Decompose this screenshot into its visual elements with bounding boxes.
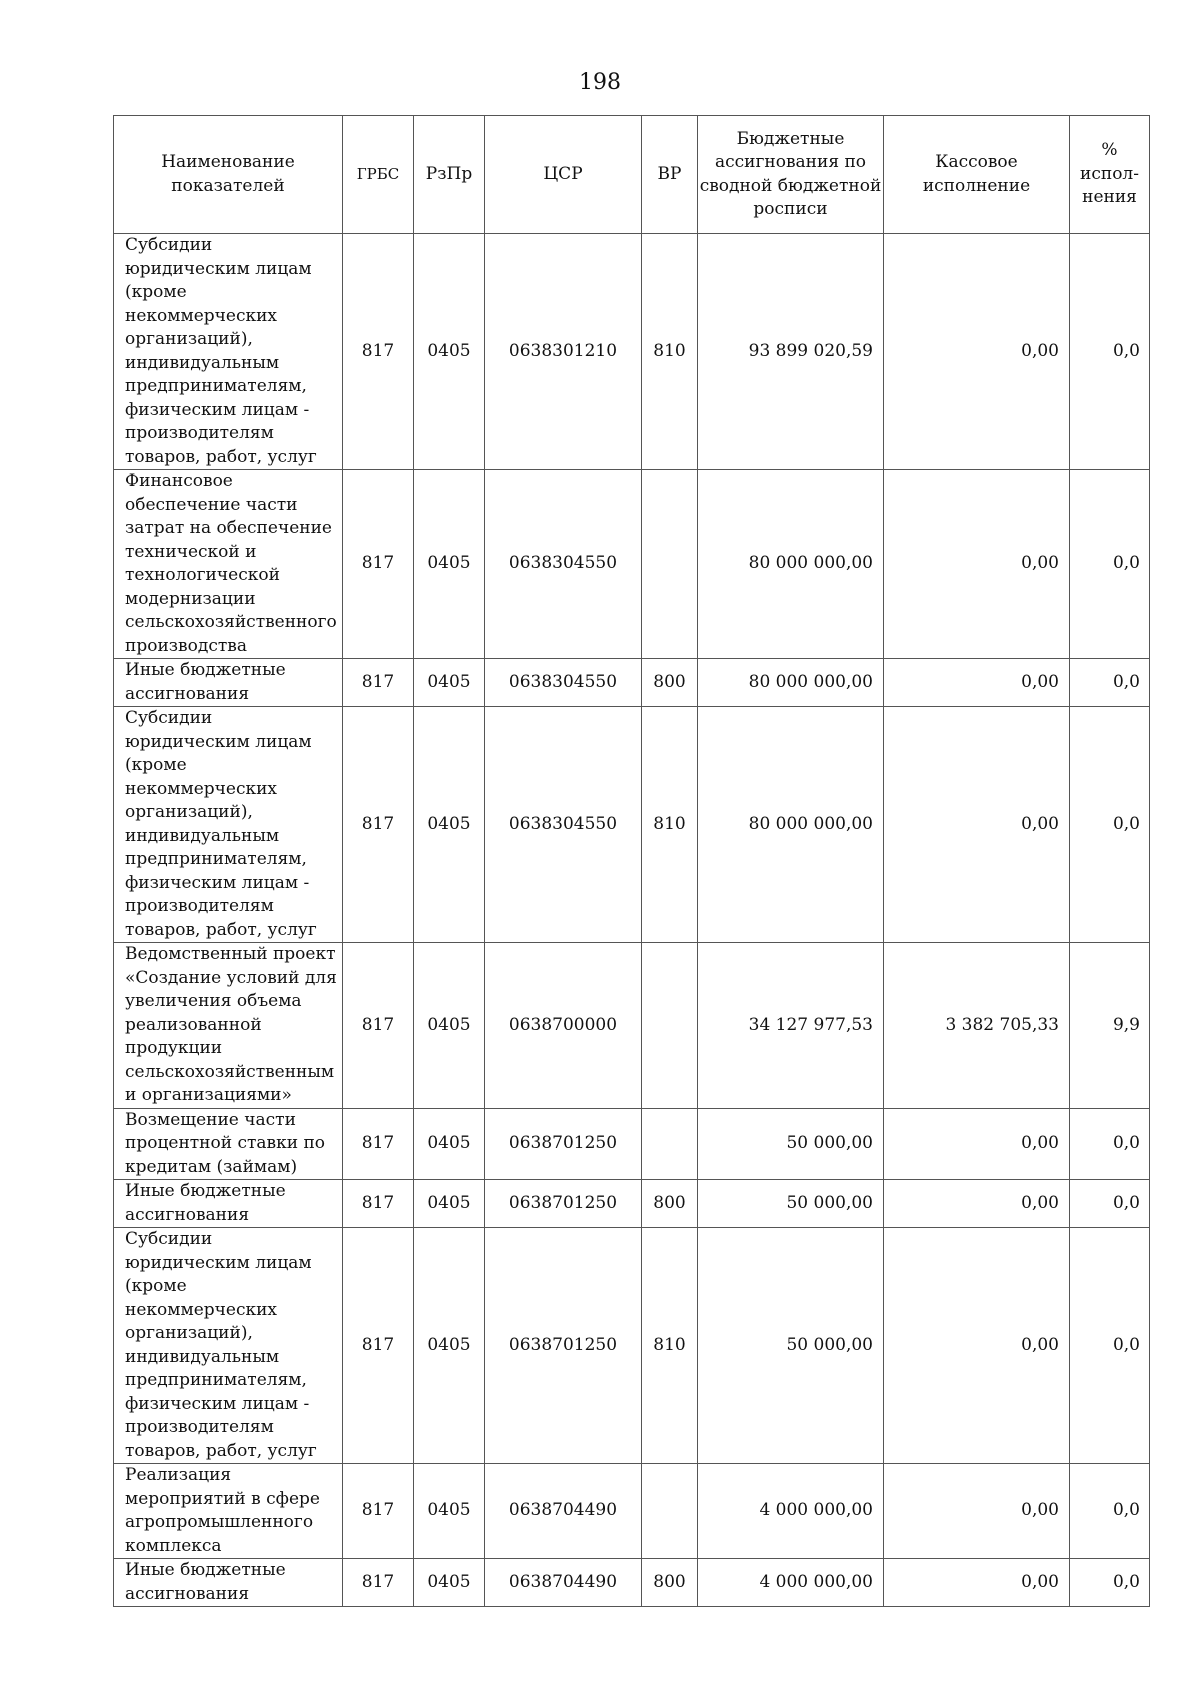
table-row [114, 1228, 1150, 1464]
row-budget: 34 127 977,53 [698, 943, 884, 1109]
table-row [114, 470, 1150, 659]
row-grbs: 817 [343, 659, 414, 707]
row-vr [642, 1108, 698, 1180]
row-budget: 4 000 000,00 [698, 1464, 884, 1559]
table-row [114, 1108, 1150, 1180]
row-vr: 810 [642, 234, 698, 470]
row-budget: 50 000,00 [698, 1228, 884, 1464]
header-rzpr: РзПр [414, 116, 485, 234]
row-rzpr: 0405 [414, 659, 485, 707]
header-name: Наименование показателей [114, 116, 343, 234]
row-vr [642, 470, 698, 659]
table-row [114, 659, 1150, 707]
row-vr: 800 [642, 1559, 698, 1607]
row-rzpr: 0405 [414, 1108, 485, 1180]
row-name: Субсидии юридическим лицам (кроме некоммерческих организаций), индивидуальным предпринимателям, физическим лицам - производителям товаров, работ, услуг [114, 234, 343, 470]
row-grbs: 817 [343, 1228, 414, 1464]
row-percent: 0,0 [1070, 659, 1150, 707]
row-percent: 0,0 [1070, 470, 1150, 659]
table-row [114, 1464, 1150, 1559]
row-budget: 50 000,00 [698, 1180, 884, 1228]
row-grbs: 817 [343, 943, 414, 1109]
row-grbs: 817 [343, 1559, 414, 1607]
row-percent: 0,0 [1070, 1180, 1150, 1228]
row-vr: 810 [642, 707, 698, 943]
row-cash: 0,00 [884, 659, 1070, 707]
table-row [114, 943, 1150, 1109]
row-percent: 0,0 [1070, 1464, 1150, 1559]
row-percent: 0,0 [1070, 1108, 1150, 1180]
row-rzpr: 0405 [414, 1228, 485, 1464]
row-csr: 0638700000 [485, 943, 642, 1109]
header-cash-execution: Кассовое исполнение [884, 116, 1070, 234]
row-vr: 810 [642, 1228, 698, 1464]
row-percent: 0,0 [1070, 707, 1150, 943]
row-csr: 0638701250 [485, 1228, 642, 1464]
row-cash: 0,00 [884, 1180, 1070, 1228]
header-csr: ЦСР [485, 116, 642, 234]
table-row [114, 234, 1150, 470]
row-grbs: 817 [343, 1180, 414, 1228]
row-percent: 0,0 [1070, 1559, 1150, 1607]
page-number: 198 [579, 70, 621, 95]
row-csr: 0638304550 [485, 707, 642, 943]
row-csr: 0638304550 [485, 659, 642, 707]
row-budget: 80 000 000,00 [698, 659, 884, 707]
row-vr [642, 943, 698, 1109]
row-cash: 0,00 [884, 1228, 1070, 1464]
row-csr: 0638704490 [485, 1559, 642, 1607]
row-cash: 0,00 [884, 1108, 1070, 1180]
row-name: Субсидии юридическим лицам (кроме некоммерческих организаций), индивидуальным предпринимателям, физическим лицам - производителям товаров, работ, услуг [114, 707, 343, 943]
row-csr: 0638304550 [485, 470, 642, 659]
row-rzpr: 0405 [414, 1180, 485, 1228]
row-vr: 800 [642, 1180, 698, 1228]
table-header-row [114, 116, 1150, 234]
row-budget: 93 899 020,59 [698, 234, 884, 470]
row-grbs: 817 [343, 234, 414, 470]
row-grbs: 817 [343, 1108, 414, 1180]
row-cash: 0,00 [884, 1559, 1070, 1607]
row-percent: 0,0 [1070, 1228, 1150, 1464]
row-name: Иные бюджетные ассигнования [114, 1180, 343, 1228]
row-cash: 3 382 705,33 [884, 943, 1070, 1109]
row-csr: 0638701250 [485, 1108, 642, 1180]
row-cash: 0,00 [884, 1464, 1070, 1559]
row-percent: 0,0 [1070, 234, 1150, 470]
row-budget: 80 000 000,00 [698, 470, 884, 659]
row-rzpr: 0405 [414, 707, 485, 943]
row-name: Иные бюджетные ассигнования [114, 1559, 343, 1607]
row-vr [642, 1464, 698, 1559]
row-rzpr: 0405 [414, 234, 485, 470]
row-rzpr: 0405 [414, 1559, 485, 1607]
row-name: Возмещение части процентной ставки по кредитам (займам) [114, 1108, 343, 1180]
header-budget-allocations: Бюджетные ассигнования по сводной бюджетной росписи [698, 116, 884, 234]
row-grbs: 817 [343, 470, 414, 659]
row-rzpr: 0405 [414, 1464, 485, 1559]
row-grbs: 817 [343, 1464, 414, 1559]
row-name: Реализация мероприятий в сфере агропромышленного комплекса [114, 1464, 343, 1559]
row-grbs: 817 [343, 707, 414, 943]
row-cash: 0,00 [884, 470, 1070, 659]
row-csr: 0638301210 [485, 234, 642, 470]
row-csr: 0638701250 [485, 1180, 642, 1228]
header-execution-percent: % испол-нения [1070, 116, 1150, 234]
row-rzpr: 0405 [414, 470, 485, 659]
row-vr: 800 [642, 659, 698, 707]
header-grbs: ГРБС [343, 116, 414, 234]
row-rzpr: 0405 [414, 943, 485, 1109]
row-csr: 0638704490 [485, 1464, 642, 1559]
row-percent: 9,9 [1070, 943, 1150, 1109]
row-name: Иные бюджетные ассигнования [114, 659, 343, 707]
table-row [114, 707, 1150, 943]
row-name: Ведомственный проект «Создание условий для увеличения объема реализованной продукции сельскохозяйственным и организациями» [114, 943, 343, 1109]
row-cash: 0,00 [884, 707, 1070, 943]
header-vr: ВР [642, 116, 698, 234]
row-name: Финансовое обеспечение части затрат на обеспечение технической и технологической модернизации сельскохозяйственного производства [114, 470, 343, 659]
row-cash: 0,00 [884, 234, 1070, 470]
row-budget: 50 000,00 [698, 1108, 884, 1180]
budget-execution-table [113, 115, 1150, 1607]
table-row [114, 1180, 1150, 1228]
table-row [114, 1559, 1150, 1607]
row-budget: 80 000 000,00 [698, 707, 884, 943]
row-budget: 4 000 000,00 [698, 1559, 884, 1607]
row-name: Субсидии юридическим лицам (кроме некоммерческих организаций), индивидуальным предпринимателям, физическим лицам - производителям товаров, работ, услуг [114, 1228, 343, 1464]
